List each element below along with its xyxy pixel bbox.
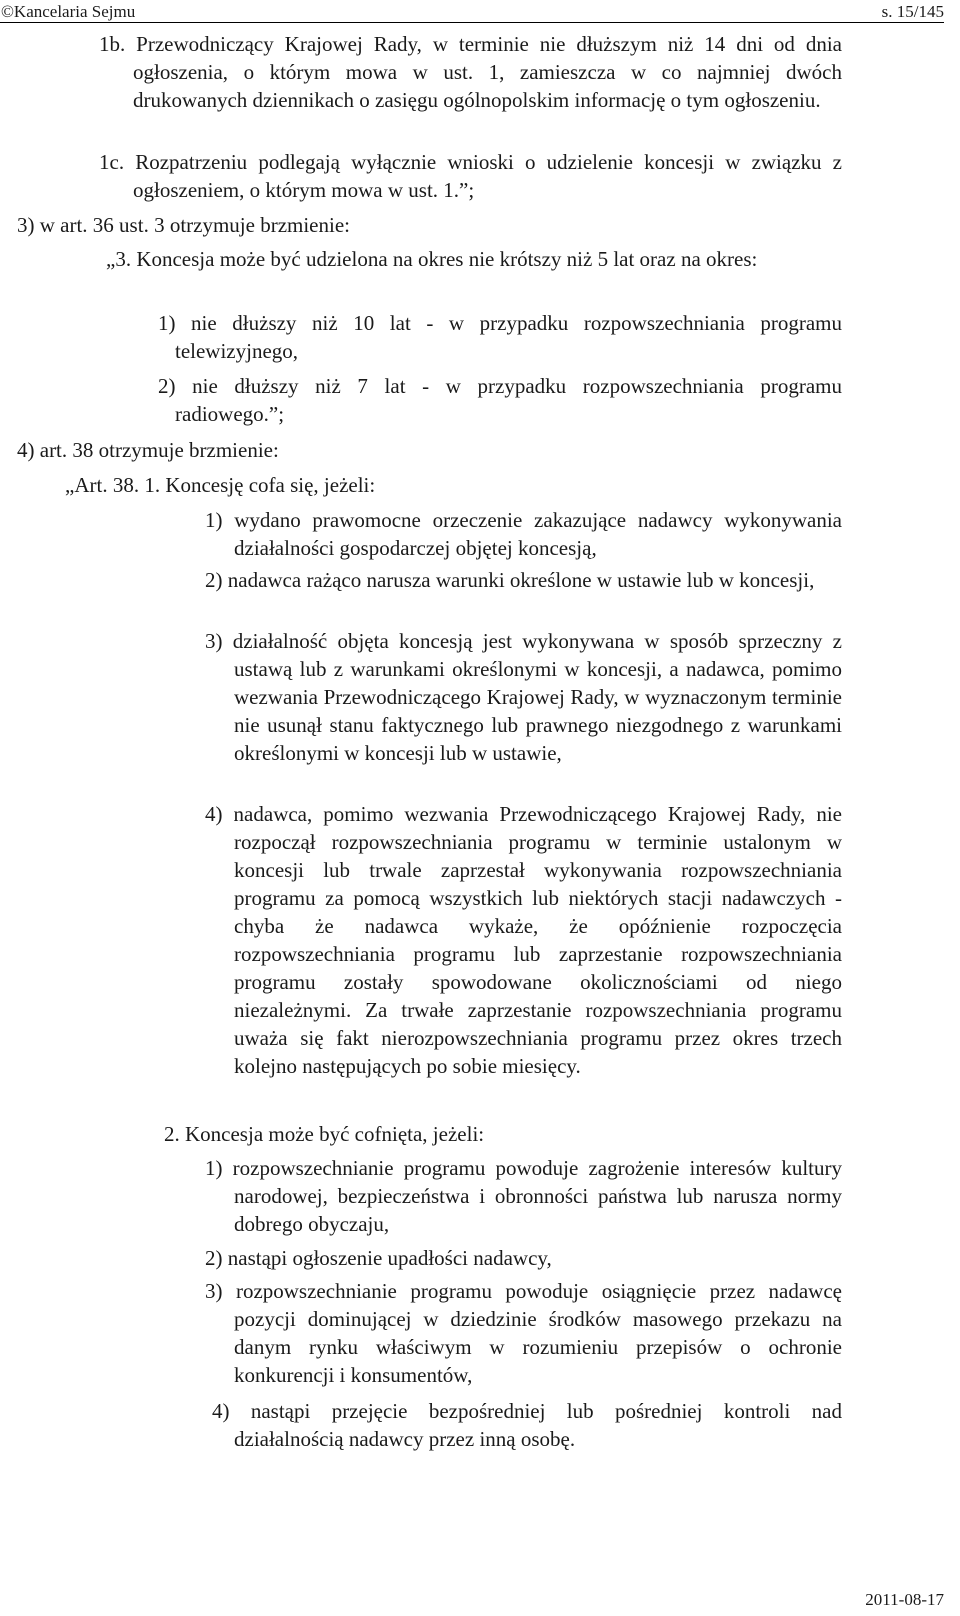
paragraph-1b: 1b. Przewodniczący Krajowej Rady, w terminie nie dłuższym niż 14 dni od dnia ogłoszenia, o którym mowa w ust. 1, zamieszcza w co najmniej dwóch drukowanych dziennikach o zasięgu ogólnopolskim informację o tym ogłoszeniu. (99, 32, 842, 112)
art38-2-point-3: 3) rozpowszechnianie programu powoduje osiągnięcie przez nadawcę pozycji dominującej w dziedzinie środków masowego przekazu na danym rynku właściwym w rozumieniu przepisów o ochronie konkurencji i konsumentów, (205, 1279, 842, 1387)
art38-1-point-2: 2) nadawca rażąco narusza warunki określone w ustawie lub w koncesji, (205, 568, 815, 592)
art38-1-point-4: 4) nadawca, pomimo wezwania Przewodniczącego Krajowej Rady, nie rozpoczął rozpowszechniania programu w terminie ustalonym w koncesji lub trwale zaprzestał wykonywania rozpowszechniania programu za pomocą wszystkich lub niektórych stacji nadawczych - chyba że nadawca wykaże, że opóźnienie rozpoczęcia rozpowszechniania programu lub zaprzestanie rozpowszechniania programu zostały spowodowane okolicznościami od niego niezależnymi. Za trwałe zaprzestanie rozpowszechniania programu uważa się fakt nierozpowszechniania programu przez okres trzech kolejno następujących po sobie miesięcy. (205, 802, 842, 1078)
amendment-3-intro: 3) w art. 36 ust. 3 otrzymuje brzmienie: (17, 213, 350, 237)
header-rule (0, 22, 944, 23)
paragraph-1c: 1c. Rozpatrzeniu podlegają wyłącznie wnioski o udzielenie koncesji w związku z ogłoszeniem, o którym mowa w ust. 1.”; (99, 150, 842, 202)
footer-date: 2011-08-17 (865, 1590, 944, 1609)
art38-2-point-2: 2) nastąpi ogłoszenie upadłości nadawcy, (205, 1246, 552, 1270)
art38-1-point-3: 3) działalność objęta koncesją jest wykonywana w sposób sprzeczny z ustawą lub z warunkami określonymi w koncesji, a nadawca, pomimo wezwania Przewodniczącego Krajowej Rady, w wyznaczonym terminie nie usunął stanu faktycznego lub prawnego niezgodnego z warunkami określonymi w koncesji lub w ustawie, (205, 629, 842, 765)
amendment-4-intro: 4) art. 38 otrzymuje brzmienie: (17, 438, 279, 462)
art38-2-point-4: 4) nastąpi przejęcie bezpośredniej lub pośredniej kontroli nad działalnością nadawcy przez inną osobę. (212, 1399, 842, 1451)
art36-point-1: 1) nie dłuższy niż 10 lat - w przypadku rozpowszechniania programu telewizyjnego, (158, 311, 842, 363)
art38-ust1: „Art. 38. 1. Koncesję cofa się, jeżeli: (65, 473, 376, 497)
art38-2-point-1: 1) rozpowszechnianie programu powoduje zagrożenie interesów kultury narodowej, bezpieczeństwa i obronności państwa lub narusza normy dobrego obyczaju, (205, 1156, 842, 1236)
art38-1-point-1: 1) wydano prawomocne orzeczenie zakazujące nadawcy wykonywania działalności gospodarczej objętej koncesją, (205, 508, 842, 560)
header-left: ©Kancelaria Sejmu (1, 2, 136, 21)
art36-point-2: 2) nie dłuższy niż 7 lat - w przypadku rozpowszechniania programu radiowego.”; (158, 374, 842, 426)
art38-ust2: 2. Koncesja może być cofnięta, jeżeli: (164, 1122, 485, 1146)
art36-ust3: „3. Koncesja może być udzielona na okres nie krótszy niż 5 lat oraz na okres: (106, 247, 758, 271)
page-number: s. 15/145 (881, 2, 944, 21)
